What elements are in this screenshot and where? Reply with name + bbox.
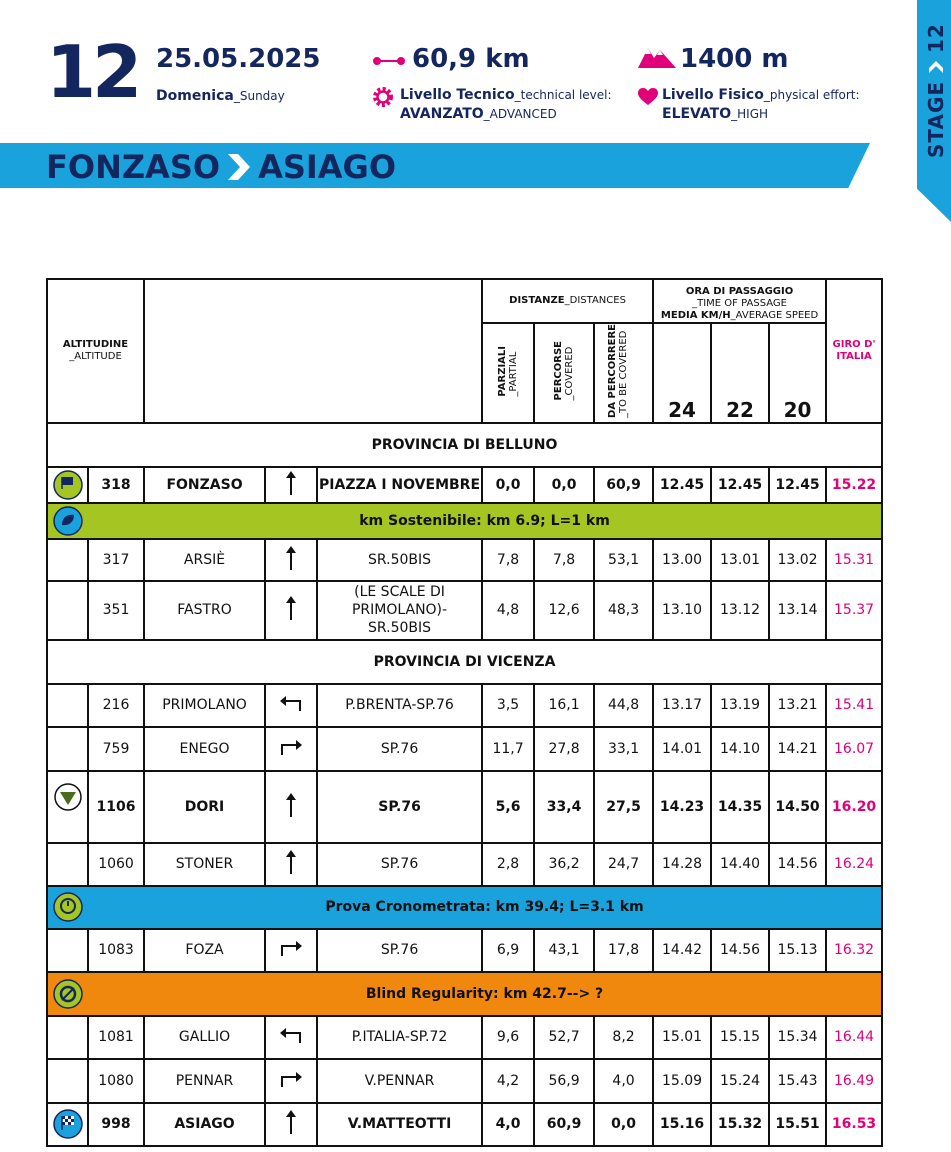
cell-road: (LE SCALE DI PRIMOLANO)-SR.50BIS bbox=[317, 581, 482, 640]
cell-place: FONZASO bbox=[144, 467, 265, 503]
technical-level bbox=[372, 86, 612, 124]
cell-time-20: 13.14 bbox=[769, 581, 826, 640]
cell-time-24: 15.16 bbox=[653, 1103, 711, 1146]
cell-time-22: 14.10 bbox=[711, 727, 769, 771]
cell-time-24: 13.10 bbox=[653, 581, 711, 640]
physical-level bbox=[638, 86, 860, 124]
cell-partial: 7,8 bbox=[482, 539, 534, 581]
cell-giro: 16.44 bbox=[826, 1016, 882, 1059]
cell-tobe: 53,1 bbox=[594, 539, 653, 581]
technical-value-en: _ADVANCED bbox=[483, 107, 557, 121]
cell-road: SP.76 bbox=[317, 771, 482, 843]
table-row bbox=[47, 581, 882, 640]
cell-place: STONER bbox=[144, 843, 265, 886]
cell-place: DORI bbox=[144, 771, 265, 843]
cell-place: PENNAR bbox=[144, 1059, 265, 1103]
table-row bbox=[47, 467, 882, 503]
cell-place: PRIMOLANO bbox=[144, 684, 265, 727]
cell-time-20: 15.51 bbox=[769, 1103, 826, 1146]
route-title bbox=[46, 147, 396, 189]
technical-value: AVANZATO bbox=[400, 106, 484, 122]
cell-time-20: 15.13 bbox=[769, 929, 826, 972]
elevation-value: 1400 m bbox=[680, 44, 789, 74]
cell-time-24: 15.09 bbox=[653, 1059, 711, 1103]
cell-altitude: 998 bbox=[88, 1103, 144, 1146]
cell-place: ASIAGO bbox=[144, 1103, 265, 1146]
cell-altitude: 317 bbox=[88, 539, 144, 581]
mountain-icon bbox=[638, 44, 676, 75]
table-row bbox=[47, 1016, 882, 1059]
chevron-right-icon bbox=[924, 61, 948, 73]
table-row bbox=[47, 1103, 882, 1146]
cell-road: PIAZZA I NOVEMBRE bbox=[317, 467, 482, 503]
arrow-up-icon bbox=[265, 771, 317, 843]
cell-time-22: 12.45 bbox=[711, 467, 769, 503]
cell-tobe: 0,0 bbox=[594, 1103, 653, 1146]
cell-partial: 0,0 bbox=[482, 467, 534, 503]
cell-tobe: 17,8 bbox=[594, 929, 653, 972]
stage-day bbox=[156, 88, 285, 104]
cell-partial: 4,0 bbox=[482, 1103, 534, 1146]
cell-altitude: 1080 bbox=[88, 1059, 144, 1103]
cell-road: P.ITALIA-SP.72 bbox=[317, 1016, 482, 1059]
cell-road: SP.76 bbox=[317, 929, 482, 972]
arrow-up-icon bbox=[265, 1103, 317, 1146]
cell-covered: 16,1 bbox=[534, 684, 594, 727]
cell-time-24: 14.42 bbox=[653, 929, 711, 972]
cell-blank bbox=[47, 727, 88, 771]
cell-place: ARSIÈ bbox=[144, 539, 265, 581]
cell-time-20: 14.21 bbox=[769, 727, 826, 771]
header-blank bbox=[144, 279, 482, 423]
cell-place: FOZA bbox=[144, 929, 265, 972]
cell-giro: 16.20 bbox=[826, 771, 882, 843]
arrow-up-icon bbox=[265, 539, 317, 581]
cell-time-20: 13.02 bbox=[769, 539, 826, 581]
cell-tobe: 48,3 bbox=[594, 581, 653, 640]
cell-time-20: 15.34 bbox=[769, 1016, 826, 1059]
cell-time-24: 13.00 bbox=[653, 539, 711, 581]
cell-time-22: 15.32 bbox=[711, 1103, 769, 1146]
cell-tobe: 8,2 bbox=[594, 1016, 653, 1059]
cell-tobe: 44,8 bbox=[594, 684, 653, 727]
cell-road: SP.76 bbox=[317, 727, 482, 771]
cell-blank bbox=[47, 581, 88, 640]
cell-covered: 27,8 bbox=[534, 727, 594, 771]
route-to: ASIAGO bbox=[258, 148, 397, 186]
cell-time-20: 14.50 bbox=[769, 771, 826, 843]
cell-giro: 15.41 bbox=[826, 684, 882, 727]
header-altitude: ALTITUDINE _ALTITUDE bbox=[47, 279, 144, 423]
cell-blank bbox=[47, 539, 88, 581]
table-row bbox=[47, 929, 882, 972]
cell-partial: 5,6 bbox=[482, 771, 534, 843]
cell-time-22: 14.40 bbox=[711, 843, 769, 886]
cell-covered: 7,8 bbox=[534, 539, 594, 581]
cell-blank bbox=[47, 684, 88, 727]
header-partial: PARZIALI _PARTIAL bbox=[482, 323, 534, 423]
physical-value-en: _HIGH bbox=[731, 107, 769, 121]
stage-elevation bbox=[638, 44, 789, 75]
header-row-top bbox=[47, 279, 882, 323]
cell-tobe: 60,9 bbox=[594, 467, 653, 503]
cell-tobe: 24,7 bbox=[594, 843, 653, 886]
cell-altitude: 759 bbox=[88, 727, 144, 771]
cell-tobe: 4,0 bbox=[594, 1059, 653, 1103]
section-row-blind bbox=[47, 972, 882, 1016]
cell-partial: 4,8 bbox=[482, 581, 534, 640]
turn-left-icon bbox=[265, 684, 317, 727]
cell-giro: 15.22 bbox=[826, 467, 882, 503]
province-belluno: PROVINCIA DI BELLUNO bbox=[47, 423, 882, 467]
technical-label-en: _technical level: bbox=[514, 88, 612, 102]
cell-time-22: 14.56 bbox=[711, 929, 769, 972]
cell-time-24: 13.17 bbox=[653, 684, 711, 727]
cell-road: P.BRENTA-SP.76 bbox=[317, 684, 482, 727]
eco-start-icon bbox=[47, 503, 88, 539]
cell-altitude: 318 bbox=[88, 467, 144, 503]
cell-partial: 11,7 bbox=[482, 727, 534, 771]
side-label: STAGE bbox=[924, 80, 948, 158]
section-row-sustainable bbox=[47, 503, 882, 539]
cell-place: GALLIO bbox=[144, 1016, 265, 1059]
cell-altitude: 351 bbox=[88, 581, 144, 640]
cell-road: SR.50BIS bbox=[317, 539, 482, 581]
cell-time-22: 15.24 bbox=[711, 1059, 769, 1103]
cell-place: FASTRO bbox=[144, 581, 265, 640]
distance-icon bbox=[372, 45, 406, 75]
cell-covered: 43,1 bbox=[534, 929, 594, 972]
roadbook-table bbox=[46, 278, 883, 1147]
province-row-vicenza bbox=[47, 640, 882, 684]
cell-place: ENEGO bbox=[144, 727, 265, 771]
cell-partial: 6,9 bbox=[482, 929, 534, 972]
stage-distance bbox=[372, 44, 530, 75]
cell-time-24: 14.01 bbox=[653, 727, 711, 771]
cell-covered: 36,2 bbox=[534, 843, 594, 886]
cell-time-22: 14.35 bbox=[711, 771, 769, 843]
route-from: FONZASO bbox=[46, 148, 221, 186]
section-sustainable: km Sostenibile: km 6.9; L=1 km bbox=[88, 503, 882, 539]
arrow-up-icon bbox=[265, 467, 317, 503]
cell-partial: 4,2 bbox=[482, 1059, 534, 1103]
cell-giro: 16.32 bbox=[826, 929, 882, 972]
cell-road: V.MATTEOTTI bbox=[317, 1103, 482, 1146]
start-flag-icon bbox=[47, 467, 88, 503]
cell-time-24: 12.45 bbox=[653, 467, 711, 503]
cell-time-22: 15.15 bbox=[711, 1016, 769, 1059]
cell-blank bbox=[47, 929, 88, 972]
distance-value: 60,9 km bbox=[412, 44, 530, 74]
cell-time-22: 13.12 bbox=[711, 581, 769, 640]
day-it: Domenica bbox=[156, 88, 234, 104]
header-speed-24: 24 bbox=[653, 323, 711, 423]
cell-time-24: 14.23 bbox=[653, 771, 711, 843]
turn-right-icon bbox=[265, 727, 317, 771]
cell-partial: 2,8 bbox=[482, 843, 534, 886]
cell-giro: 16.24 bbox=[826, 843, 882, 886]
cell-altitude: 1083 bbox=[88, 929, 144, 972]
cell-road: V.PENNAR bbox=[317, 1059, 482, 1103]
summit-icon bbox=[47, 771, 88, 843]
cell-covered: 60,9 bbox=[534, 1103, 594, 1146]
stopwatch-start-icon bbox=[47, 886, 88, 929]
cell-giro: 15.37 bbox=[826, 581, 882, 640]
table-row bbox=[47, 727, 882, 771]
cell-time-20: 12.45 bbox=[769, 467, 826, 503]
cell-covered: 52,7 bbox=[534, 1016, 594, 1059]
turn-left-icon bbox=[265, 1016, 317, 1059]
province-vicenza: PROVINCIA DI VICENZA bbox=[47, 640, 882, 684]
gear-icon bbox=[372, 86, 394, 114]
cell-covered: 12,6 bbox=[534, 581, 594, 640]
blind-regularity-icon bbox=[47, 972, 88, 1016]
cell-partial: 3,5 bbox=[482, 684, 534, 727]
cell-giro: 16.49 bbox=[826, 1059, 882, 1103]
cell-giro: 15.31 bbox=[826, 539, 882, 581]
cell-time-22: 13.01 bbox=[711, 539, 769, 581]
arrow-up-icon bbox=[265, 843, 317, 886]
cell-time-22: 13.19 bbox=[711, 684, 769, 727]
table-row bbox=[47, 1059, 882, 1103]
turn-right-icon bbox=[265, 1059, 317, 1103]
header-speed-22: 22 bbox=[711, 323, 769, 423]
cell-covered: 33,4 bbox=[534, 771, 594, 843]
section-row-timed bbox=[47, 886, 882, 929]
cell-blank bbox=[47, 1016, 88, 1059]
cell-giro: 16.07 bbox=[826, 727, 882, 771]
cell-altitude: 1106 bbox=[88, 771, 144, 843]
heart-icon bbox=[638, 88, 658, 112]
stage-side-label bbox=[924, 23, 948, 158]
table-row bbox=[47, 539, 882, 581]
header-covered: PERCORSE _COVERED bbox=[534, 323, 594, 423]
turn-right-icon bbox=[265, 929, 317, 972]
section-timed: Prova Cronometrata: km 39.4; L=3.1 km bbox=[88, 886, 882, 929]
cell-altitude: 1081 bbox=[88, 1016, 144, 1059]
cell-covered: 56,9 bbox=[534, 1059, 594, 1103]
header-speed-20: 20 bbox=[769, 323, 826, 423]
cell-time-24: 14.28 bbox=[653, 843, 711, 886]
section-blind: Blind Regularity: km 42.7--> ? bbox=[88, 972, 882, 1016]
finish-flag-icon bbox=[47, 1103, 88, 1146]
cell-blank bbox=[47, 843, 88, 886]
cell-time-20: 14.56 bbox=[769, 843, 826, 886]
cell-altitude: 1060 bbox=[88, 843, 144, 886]
chevron-right-icon bbox=[228, 149, 250, 189]
header-giro: GIRO D' ITALIA bbox=[826, 279, 882, 423]
cell-time-24: 15.01 bbox=[653, 1016, 711, 1059]
cell-road: SP.76 bbox=[317, 843, 482, 886]
physical-label: Livello Fisico bbox=[662, 87, 764, 103]
cell-tobe: 33,1 bbox=[594, 727, 653, 771]
cell-covered: 0,0 bbox=[534, 467, 594, 503]
stage-date: 25.05.2025 bbox=[156, 44, 321, 74]
cell-partial: 9,6 bbox=[482, 1016, 534, 1059]
province-row-belluno bbox=[47, 423, 882, 467]
physical-value: ELEVATO bbox=[662, 106, 732, 122]
header-distances: DISTANZE_DISTANCES bbox=[482, 279, 653, 323]
cell-tobe: 27,5 bbox=[594, 771, 653, 843]
side-number: 12 bbox=[924, 23, 948, 53]
cell-time-20: 15.43 bbox=[769, 1059, 826, 1103]
table-row bbox=[47, 771, 882, 843]
table-row bbox=[47, 684, 882, 727]
table-row bbox=[47, 843, 882, 886]
day-en: _Sunday bbox=[233, 89, 285, 103]
header-tobe: DA PERCORRERE _TO BE COVERED bbox=[594, 323, 653, 423]
arrow-up-icon bbox=[265, 581, 317, 640]
physical-label-en: _physical effort: bbox=[763, 88, 860, 102]
cell-time-20: 13.21 bbox=[769, 684, 826, 727]
cell-altitude: 216 bbox=[88, 684, 144, 727]
header-time: ORA DI PASSAGGIO _TIME OF PASSAGE MEDIA KM/H_AVERAGE SPEED bbox=[653, 279, 826, 323]
cell-giro: 16.53 bbox=[826, 1103, 882, 1146]
stage-number: 12 bbox=[46, 30, 139, 114]
cell-blank bbox=[47, 1059, 88, 1103]
technical-label: Livello Tecnico bbox=[400, 87, 515, 103]
